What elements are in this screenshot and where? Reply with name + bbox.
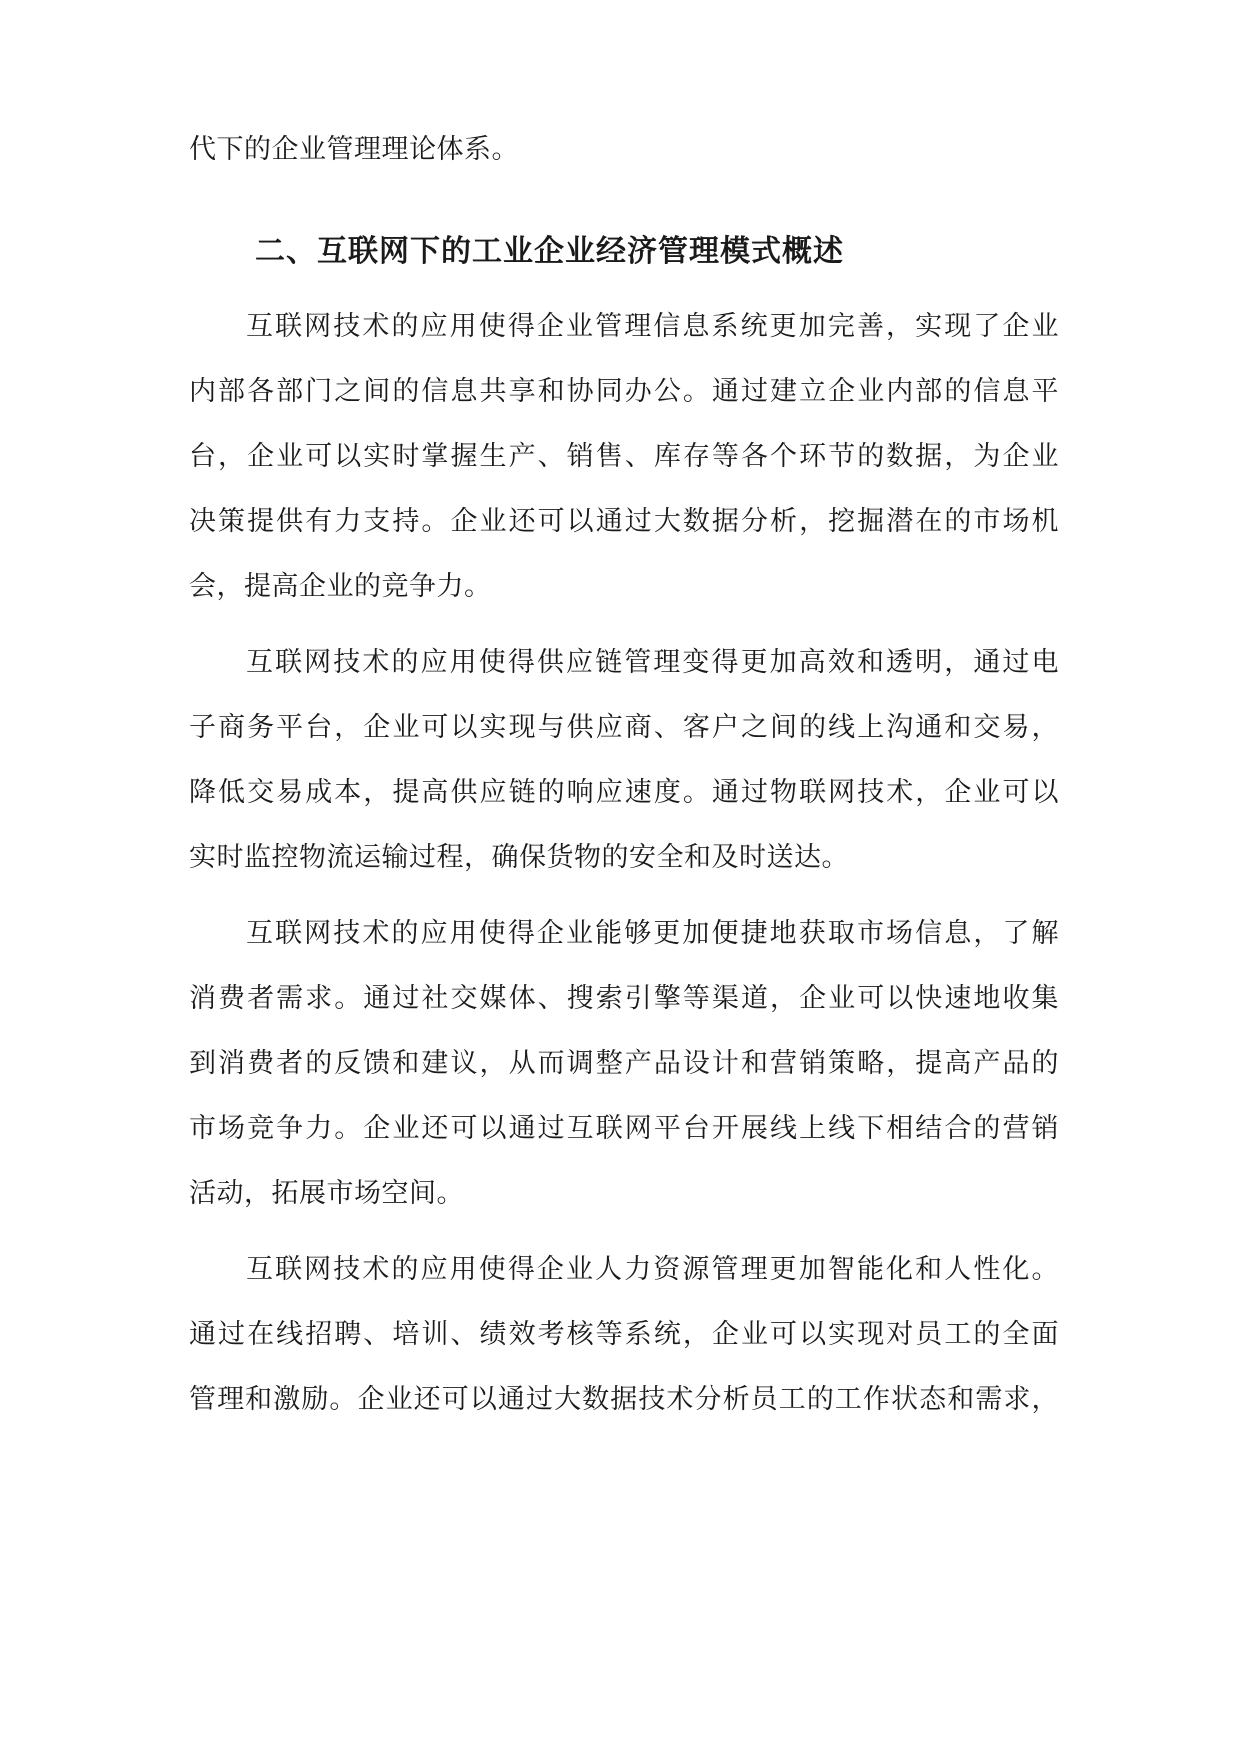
paragraph-line: 互联网技术的应用使得供应链管理变得更加高效和透明，通过电 <box>246 647 1059 678</box>
paragraph-line: 到消费者的反馈和建议，从而调整产品设计和营销策略，提高产品的 <box>189 1048 1059 1079</box>
paragraph-line: 消费者需求。通过社交媒体、搜索引擎等渠道，企业可以快速地收集 <box>189 983 1059 1014</box>
paragraph-line: 活动，拓展市场空间。 <box>189 1178 464 1209</box>
paragraph-line: 互联网技术的应用使得企业能够更加便捷地获取市场信息，了解 <box>246 918 1059 949</box>
paragraph-line: 子商务平台，企业可以实现与供应商、客户之间的线上沟通和交易， <box>189 712 1059 743</box>
section-heading: 二、互联网下的工业企业经济管理模式概述 <box>255 234 844 269</box>
paragraph-line: 互联网技术的应用使得企业管理信息系统更加完善，实现了企业 <box>246 311 1059 342</box>
paragraph-line: 会，提高企业的竞争力。 <box>189 571 492 602</box>
paragraph-line: 市场竞争力。企业还可以通过互联网平台开展线上线下相结合的营销 <box>189 1113 1059 1144</box>
paragraph-line: 台，企业可以实时掌握生产、销售、库存等各个环节的数据，为企业 <box>189 441 1059 472</box>
paragraph-line: 通过在线招聘、培训、绩效考核等系统，企业可以实现对员工的全面 <box>189 1319 1059 1350</box>
paragraph-line: 互联网技术的应用使得企业人力资源管理更加智能化和人性化。 <box>246 1254 1059 1285</box>
paragraph-line: 内部各部门之间的信息共享和协同办公。通过建立企业内部的信息平 <box>189 376 1059 407</box>
paragraph-line: 管理和激励。企业还可以通过大数据技术分析员工的工作状态和需求， <box>189 1384 1059 1415</box>
paragraph-line: 降低交易成本，提高供应链的响应速度。通过物联网技术，企业可以 <box>189 777 1059 808</box>
paragraph-line: 实时监控物流运输过程，确保货物的安全和及时送达。 <box>189 842 849 873</box>
text-line-continuation: 代下的企业管理理论体系。 <box>189 134 519 165</box>
paragraph-line: 决策提供有力支持。企业还可以通过大数据分析，挖掘潜在的市场机 <box>189 506 1059 537</box>
